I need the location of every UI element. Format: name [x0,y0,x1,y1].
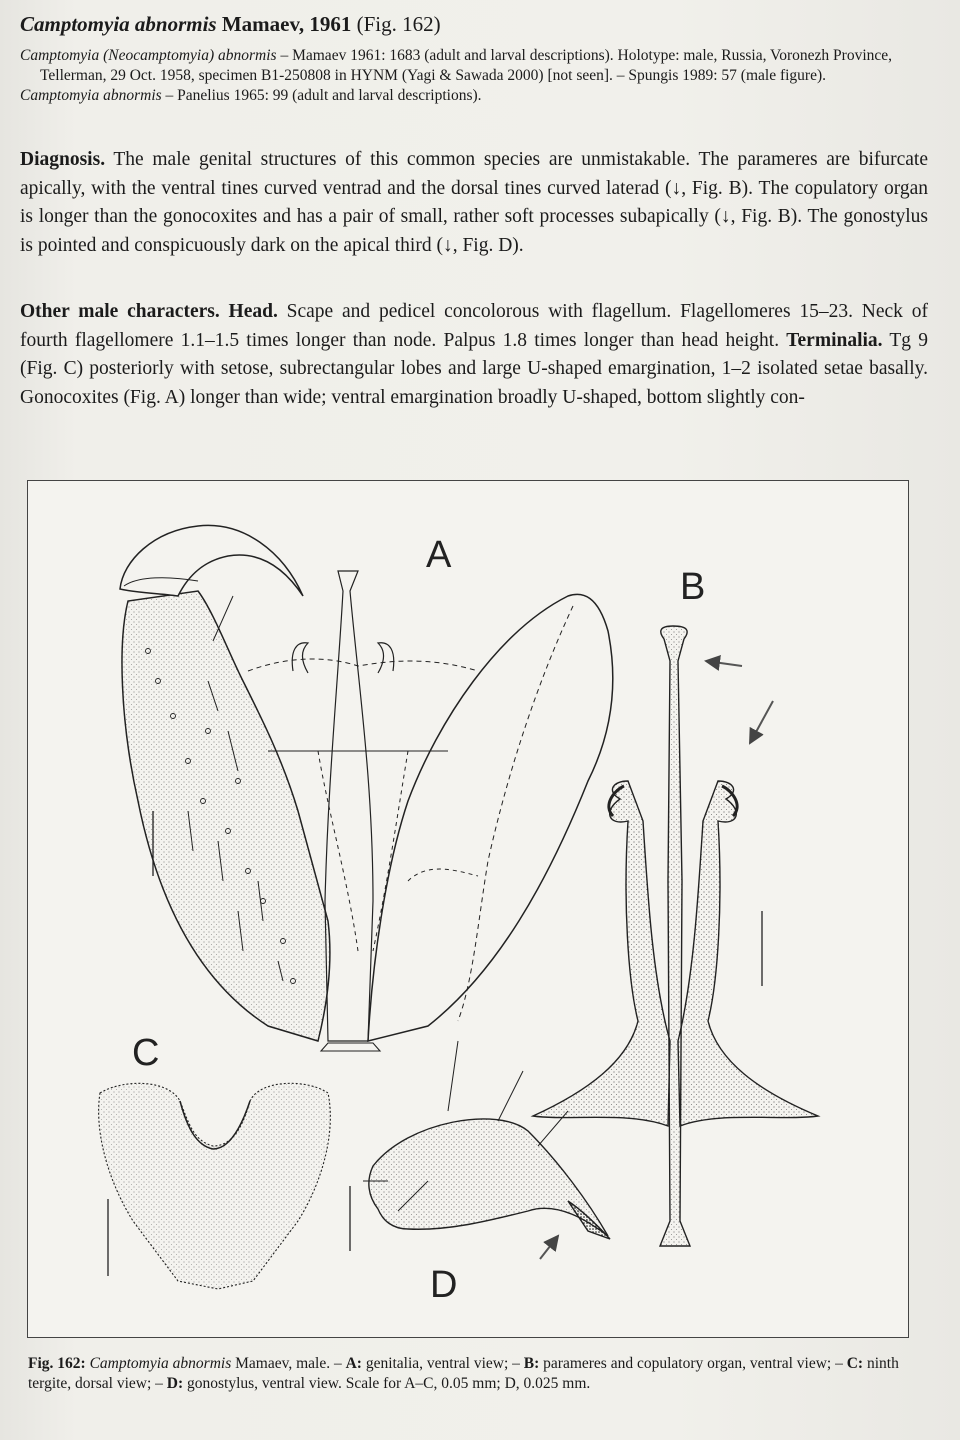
panel-b-parameres-drawing [533,626,818,1246]
caption-species: Camptomyia abnormis [89,1355,232,1372]
caption-text: Mamaev, male. – [231,1355,346,1372]
panel-d-gonostylus-drawing [350,1041,610,1259]
diagnosis-label: Diagnosis. [20,149,106,170]
caption-d-label: D: [166,1375,184,1392]
caption-a-text: genitalia, ventral view; – [361,1355,524,1372]
panel-c-tergite-drawing [99,1083,331,1289]
synonymy-text: – Mamaev 1961: 1683 (adult and larval descriptions). Holotype: male, Russia, Voronezh Province, Tellerman, 29 Oct. 1958, specimen B1-250808 in HYNM (Yagi & Sawada 2000) [not seen]. – Spungis 1989: 57 (male figure). [40,47,893,84]
diagnosis-text: The male genital structures of this common species are unmistakable. The parameres are bifurcate apically, with the ventral tines curved ventrad and the dorsal tines curved laterad (↓, Fig. B). The copulatory organ is longer than the gonocoxites and has a pair of small, rather soft processes subapically (↓, Fig. B). The gonostylus is pointed and conspicuously dark on the apical third (↓, Fig. D). [20,149,928,256]
synonymy-entry [20,86,930,106]
caption-b-text: parameres and copulatory organ, ventral view; – [539,1355,847,1372]
synonymy-taxon: Camptomyia abnormis [20,87,162,104]
diagnosis-paragraph [20,146,928,260]
terminalia-text: Tg 9 (Fig. C) posteriorly with setose, subrectangular lobes and large U-shaped emargination, 1–2 isolated setae basally. Gonocoxites (Fig. A) longer than wide; ventral emargination broadly U-shaped, bottom slightly con- [20,329,928,408]
other-characters-label: Other male characters. Head. [20,301,278,322]
caption-b-label: B: [523,1355,540,1372]
figure-162 [27,480,909,1338]
species-author: Mamaev, 1961 [221,12,352,36]
synonymy-text: – Panelius 1965: 99 (adult and larval descriptions). [161,87,482,104]
species-heading [20,10,441,38]
other-characters-paragraph [20,298,928,412]
caption-d-text: gonostylus, ventral view. Scale for A–C, 0.05 mm; D, 0.025 mm. [183,1375,591,1392]
figure-drawing [28,481,908,1337]
figure-caption [28,1354,908,1394]
caption-c-text: ninth tergite, dorsal view; – [28,1355,899,1392]
synonymy-entry [20,46,930,86]
panel-label-d: D [430,1264,458,1306]
panel-label-b: B [680,566,706,608]
synonymy-taxon: Camptomyia (Neocamptomyia) abnormis [20,47,277,64]
caption-c-label: C: [846,1355,864,1372]
head-text: Scape and pedicel concolorous with flagellum. Flagellomeres 15–23. Neck of fourth flagellomere 1.1–1.5 times longer than node. Palpus 1.8 times longer than head height. [20,301,928,351]
figure-reference: (Fig. 162) [356,12,441,36]
species-name: Camptomyia abnormis [20,12,217,36]
panel-label-a: A [426,534,452,576]
panel-a-genitalia-drawing [120,525,762,1051]
caption-a-label: A: [345,1355,362,1372]
caption-fig-label: Fig. 162: [28,1355,86,1372]
terminalia-label: Terminalia. [786,329,883,351]
synonymy-list [20,46,930,106]
panel-label-c: C [132,1032,160,1074]
